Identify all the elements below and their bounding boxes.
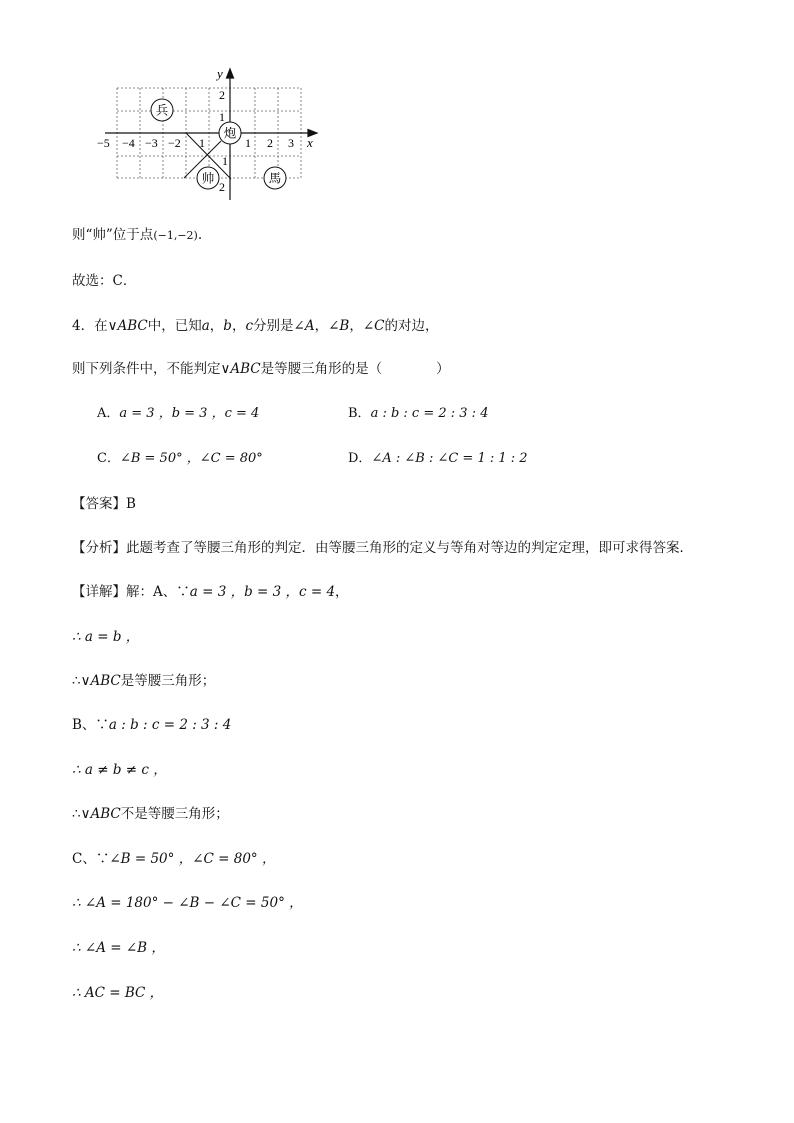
detail-text: ∴ [72, 673, 81, 689]
option-a-math: a = 3 ，b = 3 ，c = 4 [119, 406, 260, 421]
x-tick: 1 [245, 136, 251, 150]
angle-c: ∠C [362, 318, 385, 334]
detail-line-3 [72, 672, 215, 690]
detail-line-5 [72, 761, 167, 779]
option-b [348, 405, 488, 423]
detail-text: 不是等腰三角形； [120, 806, 229, 822]
piece-bing-label: 兵 [155, 103, 169, 118]
analysis-text: 此题考查了等腰三角形的判定．由等腰三角形的定义与等角对等边的判定定理，即可求得答案． [126, 540, 693, 556]
detail-line-10 [72, 984, 163, 1002]
question-text: 的对边， [384, 318, 439, 334]
y-tick: 1 [222, 154, 228, 168]
option-d [348, 450, 528, 468]
detail-tag: 【详解】 [72, 584, 126, 600]
detail-line-6 [72, 805, 229, 823]
piece-bing [151, 99, 173, 121]
detail-line-9 [72, 939, 165, 957]
detail-math: ∴ a = b ， [72, 629, 140, 645]
piece-pao-label: 炮 [223, 126, 237, 141]
triangle-label: ∨ABC [80, 673, 121, 689]
detail-line-8 [72, 894, 303, 912]
x-tick: −3 [145, 136, 158, 150]
x-tick: −4 [122, 136, 135, 150]
detail-text: C、∵ [72, 851, 110, 867]
detail-math: ∠B = 50° ，∠C = 80° ， [109, 851, 276, 867]
var-c: c [245, 318, 254, 334]
shuai-point: (−1,−2) [153, 229, 198, 242]
piece-ma-label: 馬 [268, 171, 282, 186]
piece-shuai [197, 167, 219, 189]
triangle-label: ∨ABC [107, 318, 148, 334]
question-number: 4．在 [72, 318, 108, 334]
question-4-line-1: 4．在∨ABC中，已知a，b，c分别是∠A，∠B，∠C的对边， [72, 318, 439, 334]
question-text: 分别是 [253, 318, 294, 334]
question-text: 是等腰三角形的是（ ） [260, 361, 450, 377]
triangle-label: ∨ABC [220, 361, 261, 377]
question-text: 中，已知 [147, 318, 202, 334]
option-c-math: ∠B = 50° ，∠C = 80° [119, 451, 263, 466]
detail-text: B、∵ [72, 717, 109, 733]
detail-line-2 [72, 628, 139, 646]
option-c [97, 450, 263, 468]
choice-text: 故选：C． [72, 273, 137, 289]
option-a-label: A． [97, 406, 120, 421]
detail-math: a : b : c = 2 : 3 : 4 [108, 717, 232, 733]
detail-line-4 [72, 716, 231, 734]
x-tick: 1 [199, 136, 205, 150]
detail-math: ∴ ∠A = ∠B ， [72, 940, 165, 956]
option-b-label: B． [348, 406, 371, 421]
y-tick: 2 [219, 180, 225, 194]
angle-b: ∠B [328, 318, 350, 334]
axis-y-label: y [217, 66, 223, 81]
answer-line [72, 495, 136, 513]
shuai-position-text: 则“帅”位于点 [72, 227, 154, 243]
analysis-tag: 【分析】 [72, 540, 126, 556]
detail-math: ∴ a ≠ b ≠ c ， [72, 762, 167, 778]
angle-a: ∠A [293, 318, 315, 334]
option-b-math: a : b : c = 2 : 3 : 4 [370, 406, 489, 421]
piece-pao [219, 122, 241, 144]
detail-text: 解：A、∵ [126, 584, 190, 600]
x-tick: −5 [97, 136, 110, 150]
x-tick: 3 [288, 136, 294, 150]
detail-math: ∴ ∠A = 180° − ∠B − ∠C = 50° ， [72, 895, 303, 911]
detail-text: ， [335, 584, 349, 600]
answer-value: B [126, 496, 136, 512]
triangle-label: ∨ABC [80, 806, 121, 822]
var-b: b [223, 318, 232, 334]
piece-ma [264, 167, 286, 189]
answer-tag: 【答案】 [72, 496, 126, 512]
x-tick: 2 [267, 136, 273, 150]
var-a: a [201, 318, 210, 334]
y-tick: 1 [219, 110, 225, 124]
y-tick: 2 [219, 88, 225, 102]
detail-math: a = 3 ，b = 3 ，c = 4 [189, 584, 336, 600]
analysis-line [72, 539, 693, 557]
detail-line-1 [72, 583, 349, 601]
x-tick: −2 [168, 136, 181, 150]
piece-shuai-label: 帅 [201, 171, 215, 186]
coordinate-grid-figure [95, 63, 335, 213]
axis-x-label: x [307, 135, 313, 150]
detail-line-7 [72, 850, 275, 868]
detail-text: 是等腰三角形； [120, 673, 216, 689]
option-d-label: D． [348, 451, 372, 466]
shuai-position-line [72, 226, 202, 245]
option-c-label: C． [97, 451, 120, 466]
detail-text: ∴ [72, 806, 81, 822]
detail-math: ∴ AC = BC ， [72, 985, 164, 1001]
option-a [97, 405, 259, 423]
choice-line [72, 272, 136, 290]
question-text: 则下列条件中，不能判定 [72, 361, 221, 377]
option-d-math: ∠A : ∠B : ∠C = 1 : 1 : 2 [371, 451, 528, 466]
period: . [197, 227, 203, 243]
question-4-line-2 [72, 360, 450, 378]
